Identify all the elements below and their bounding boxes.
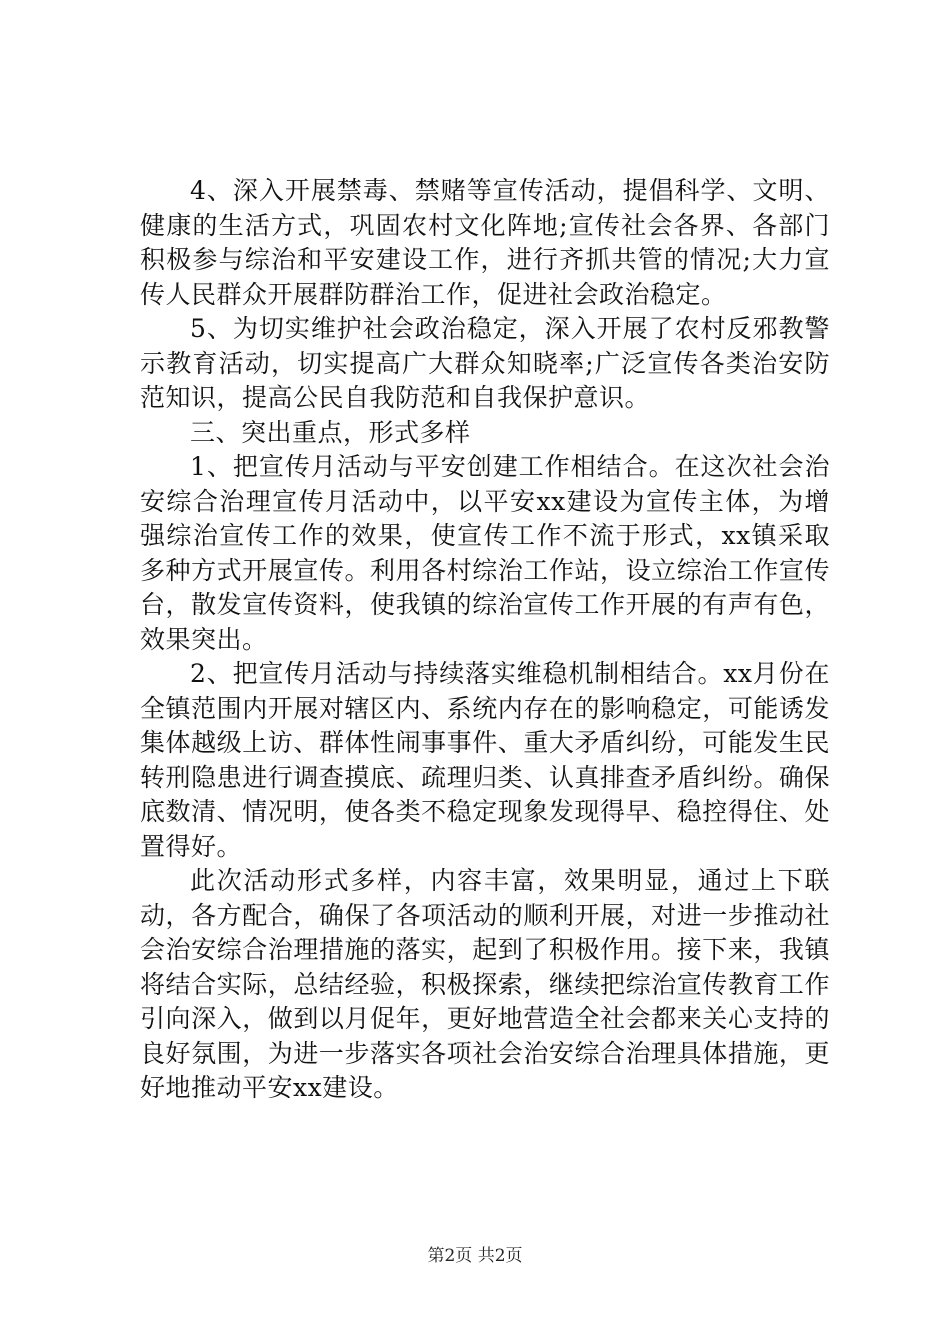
section-heading: 三、突出重点，形式多样	[190, 417, 471, 447]
page-footer	[0, 1244, 950, 1268]
paragraph-item-1: 1、把宣传月活动与平安创建工作相结合。在这次社会治安综合治理宣传月活动中，以平安xx建设为宣传主体，为增强综治宣传工作的效果，使宣传工作不流于形式，xx镇采取多种方式开展宣传。利用各村综治工作站，设立综治工作宣传台，散发宣传资料，使我镇的综治宣传工作开展的有声有色，效果突出。	[140, 452, 830, 654]
page-number-label: 第2页 共2页	[427, 1246, 523, 1266]
document-body	[140, 174, 830, 1106]
paragraph-item-2: 2、把宣传月活动与持续落实维稳机制相结合。xx月份在全镇范围内开展对辖区内、系统内存在的影响稳定，可能诱发集体越级上访、群体性闹事事件、重大矛盾纠纷，可能发生民转刑隐患进行调查摸底、疏理归类、认真排查矛盾纠纷。确保底数清、情况明，使各类不稳定现象发现得早、稳控得住、处置得好。	[140, 659, 830, 861]
paragraph-item-4: 4、深入开展禁毒、禁赌等宣传活动，提倡科学、文明、健康的生活方式，巩固农村文化阵地;宣传社会各界、各部门积极参与综治和平安建设工作，进行齐抓共管的情况;大力宣传人民群众开展群防群治工作，促进社会政治稳定。	[140, 176, 830, 309]
paragraph-item-5: 5、为切实维护社会政治稳定，深入开展了农村反邪教警示教育活动，切实提高广大群众知晓率;广泛宣传各类治安防范知识，提高公民自我防范和自我保护意识。	[140, 314, 830, 412]
paragraph-conclusion: 此次活动形式多样，内容丰富，效果明显，通过上下联动，各方配合，确保了各项活动的顺利开展，对进一步推动社会治安综合治理措施的落实，起到了积极作用。接下来，我镇将结合实际，总结经验，积极探索，继续把综治宣传教育工作引向深入，做到以月促年，更好地营造全社会都来关心支持的良好氛围，为进一步落实各项社会治安综合治理具体措施，更好地推动平安xx建设。	[140, 866, 830, 1102]
